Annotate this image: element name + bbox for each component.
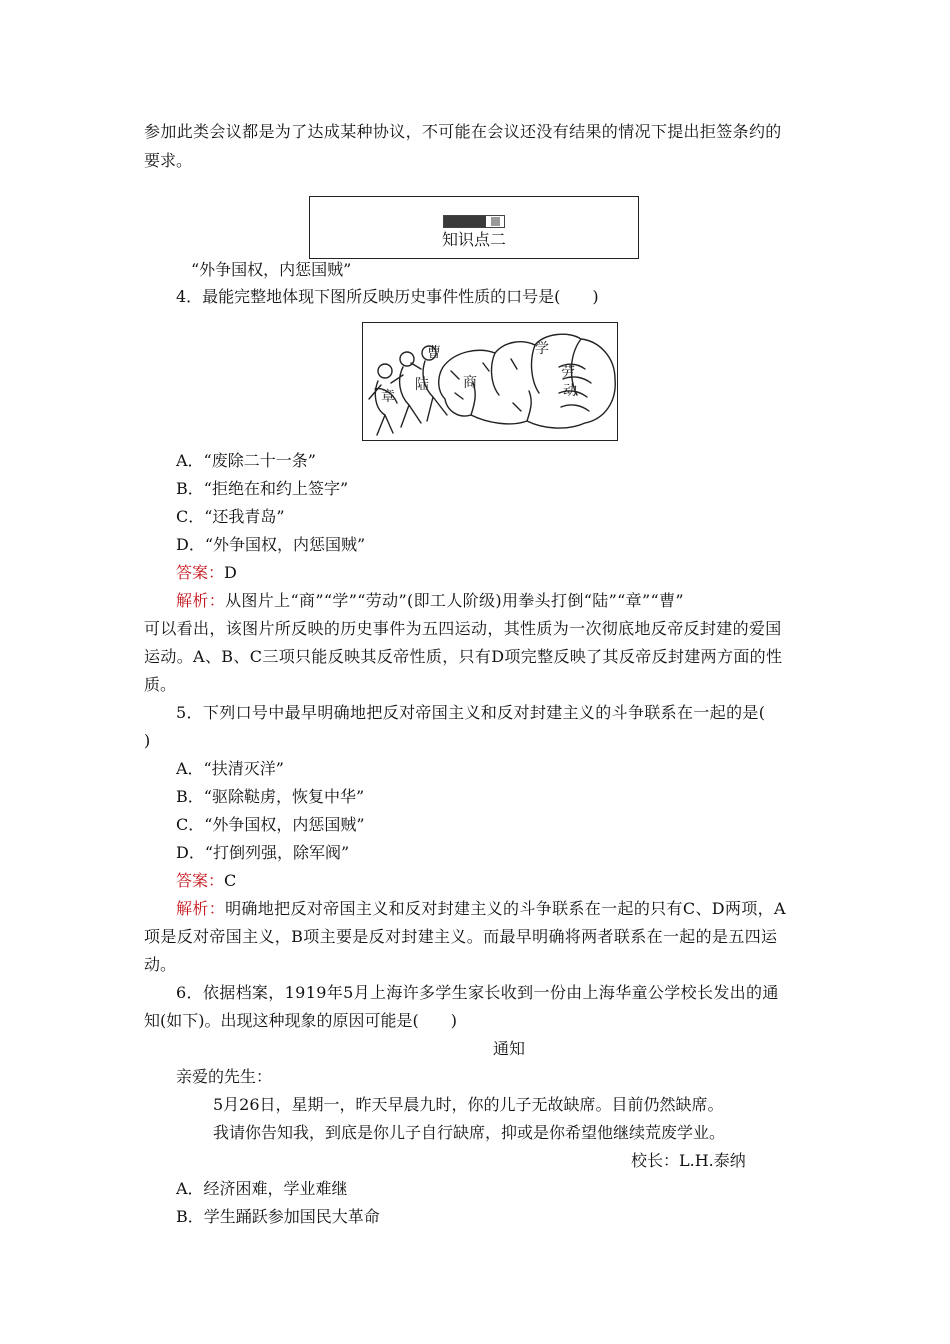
q5-option-b: B．“驱除鞑虏，恢复中华” [176, 787, 365, 806]
q4-analysis-line-2: 可以看出，该图片所反映的历史事件为五四运动，其性质为一次彻底地反帝反封建的爱国 [144, 619, 782, 638]
knowledge-point-box [309, 196, 639, 259]
cartoon-label-shang: 商 [463, 375, 477, 391]
q5-stem-line-2: ) [144, 731, 151, 750]
cartoon-label-xue: 学 [535, 341, 549, 357]
cartoon-fist-icon [363, 323, 618, 441]
q6-notice-signature: 校长：L.H.泰纳 [631, 1151, 746, 1170]
q6-stem-line-1: 6．依据档案，1919年5月上海许多学生家长收到一份由上海华童公学校长发出的通 [176, 983, 779, 1002]
q4-answer [176, 563, 237, 583]
q4-stem: 4．最能完整地体现下图所反映历史事件性质的口号是( ) [176, 287, 599, 306]
q4-analysis-text-1: 从图片上“商”“学”“劳动”(即工人阶级)用拳头打倒“陆”“章”“曹” [225, 591, 684, 610]
q5-analysis-line-1 [176, 899, 786, 919]
knowledge-point-subtitle: “外争国权，内惩国贼” [191, 260, 352, 279]
q5-analysis-label: 解析： [176, 899, 226, 918]
cartoon-label-zhang: 章 [381, 389, 395, 405]
q5-answer [176, 871, 236, 891]
q6-option-b: B．学生踊跃参加国民大革命 [176, 1207, 380, 1226]
q4-answer-value: D [224, 563, 237, 582]
q5-answer-value: C [224, 871, 237, 890]
q5-stem-line-1: 5．下列口号中最早明确地把反对帝国主义和反对封建主义的斗争联系在一起的是( [176, 703, 766, 722]
q4-option-c: C．“还我青岛” [176, 507, 285, 526]
q5-analysis-line-3: 动。 [144, 955, 177, 974]
cartoon-label-cao: 曹 [427, 345, 441, 361]
q4-answer-label: 答案： [176, 563, 225, 582]
q6-notice-title: 通知 [493, 1039, 526, 1058]
section-bar-icon [443, 215, 505, 228]
q4-analysis-line-3: 运动。A、B、C三项只能反映其反帝性质，只有D项完整反映了其反帝反封建两方面的性 [144, 647, 783, 666]
q5-analysis-text-1: 明确地把反对帝国主义和反对封建主义的斗争联系在一起的只有C、D两项，A [225, 899, 786, 918]
knowledge-point-title: 知识点二 [441, 230, 506, 249]
q5-option-c: C．“外争国权，内惩国贼” [176, 815, 365, 834]
q5-answer-label: 答案： [176, 871, 225, 890]
q5-analysis-line-2: 项是反对帝国主义，B项主要是反对封建主义。而最早明确将两者联系在一起的是五四运 [144, 927, 778, 946]
q4-analysis-line-1 [176, 591, 684, 611]
q4-option-d: D．“外争国权，内惩国贼” [176, 535, 366, 554]
q6-notice-body-2: 我请你告知我，到底是你儿子自行缺席，抑或是你希望他继续荒废学业。 [213, 1123, 726, 1142]
cartoon-label-laodong-1: 劳 [561, 365, 575, 381]
q4-analysis-label: 解析： [176, 591, 226, 610]
cartoon-image [362, 322, 618, 441]
q5-option-a: A．“扶清灭洋” [176, 759, 284, 778]
q5-option-d: D．“打倒列强，除军阀” [176, 843, 350, 862]
cartoon-label-laodong-2: 动 [563, 383, 577, 399]
q4-option-b: B．“拒绝在和约上签字” [176, 479, 349, 498]
intro-line-1: 参加此类会议都是为了达成某种协议，不可能在会议还没有结果的情况下提出拒签条约的 [144, 122, 782, 141]
intro-line-2: 要求。 [144, 151, 193, 170]
cartoon-label-lu: 陆 [415, 377, 429, 393]
q4-option-a: A．“废除二十一条” [176, 451, 316, 470]
q6-notice-body-1: 5月26日，星期一，昨天早晨九时，你的儿子无故缺席。目前仍然缺席。 [213, 1095, 724, 1114]
q6-stem-line-2: 知(如下)。出现这种现象的原因可能是( ) [144, 1011, 457, 1030]
q6-notice-salutation: 亲爱的先生： [176, 1067, 273, 1086]
q4-analysis-line-4: 质。 [144, 675, 177, 694]
q6-option-a: A．经济困难，学业难继 [176, 1179, 348, 1198]
